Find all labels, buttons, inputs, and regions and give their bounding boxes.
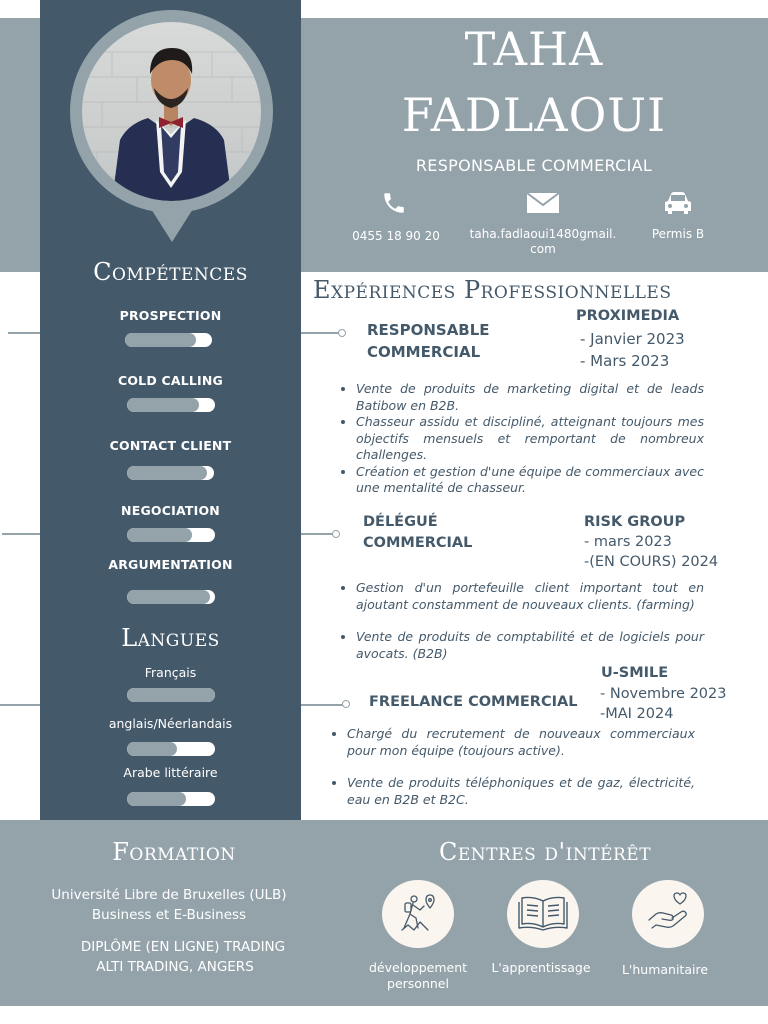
connector-line [0, 704, 40, 706]
job-title-line: COMMERCIAL [367, 343, 481, 361]
driving-licence: Permis B [651, 227, 705, 241]
languages-heading: Langues [121, 624, 220, 652]
timeline-dot [338, 329, 346, 337]
date-start: - mars 2023 [584, 534, 672, 550]
interest-label: personnel [387, 976, 449, 991]
skill-label: ARGUMENTATION [108, 557, 233, 572]
skill-label: CONTACT CLIENT [109, 438, 232, 453]
profile-photo [82, 22, 261, 201]
bullet-item: • Vente de produits de marketing digital et de leads Batibow en B2B. [356, 381, 704, 414]
phone-number: 0455 18 90 20 [352, 229, 440, 243]
company-name: U-SMILE [601, 665, 669, 681]
connector-line [301, 533, 333, 535]
connector-line [8, 332, 40, 334]
language-bar [127, 688, 215, 702]
education-heading: Formation [112, 838, 236, 866]
skill-bar-fill [127, 466, 207, 480]
skill-label: COLD CALLING [117, 373, 224, 388]
skill-bar [127, 466, 214, 480]
interest-label: L'apprentissage [491, 960, 591, 975]
company-name: RISK GROUP [584, 514, 686, 530]
company-name: PROXIMEDIA [576, 308, 680, 324]
job-title-line: FREELANCE COMMERCIAL [369, 694, 578, 710]
last-name: FADLAOUI [401, 88, 667, 142]
language-bar [127, 792, 215, 806]
date-end: -(EN COURS) 2024 [584, 554, 719, 570]
skills-heading: Compétences [93, 258, 248, 286]
phone-icon [380, 190, 410, 218]
job-title-line: COMMERCIAL [363, 535, 473, 551]
job-bullets [331, 726, 695, 808]
timeline-dot [342, 700, 350, 708]
language-bar-fill [127, 688, 215, 702]
date-start: - Novembre 2023 [600, 686, 727, 702]
education-school: DIPLÔME (EN LIGNE) TRADING [80, 939, 286, 955]
skill-label: PROSPECTION [119, 308, 222, 323]
bullet-item: • Création et gestion d'une équipe de commerciaux avec une mentalité de chasseur. [356, 464, 704, 497]
bullet-item: • Chargé du recrutement de nouveaux commerciaux pour mon équipe (toujours active). [347, 726, 695, 759]
skill-bar [127, 398, 215, 412]
bullet-item: • Gestion d'un portefeuille client important tout en ajoutant constamment de nouveaux clients. (farming) [356, 580, 704, 613]
experience-heading: Expériences Professionnelles [313, 276, 672, 304]
connector-line [2, 533, 40, 535]
language-bar [127, 742, 215, 756]
interest-label: développement [368, 960, 468, 975]
job-title-line: DÉLÉGUÉ [363, 514, 438, 530]
language-bar-fill [127, 742, 177, 756]
language-label: Arabe littéraire [123, 765, 218, 780]
interest-badge [507, 880, 579, 948]
skill-bar-fill [127, 590, 210, 604]
interest-label: L'humanitaire [621, 962, 709, 977]
language-label: anglais/Néerlandais [108, 716, 233, 731]
education-school: Université Libre de Bruxelles (ULB) [51, 887, 287, 903]
education-program: ALTI TRADING, ANGERS [96, 959, 254, 975]
bullet-item: • Vente de produits de comptabilité et de logiciels pour avocats. (B2B) [356, 629, 704, 662]
job-title-line: RESPONSABLE [367, 321, 490, 339]
interests-heading: Centres d'intérêt [438, 838, 652, 866]
helping-hand-heart-icon [646, 892, 690, 936]
car-icon [662, 190, 694, 218]
date-end: -MAI 2024 [600, 706, 674, 722]
email-address: taha.fadlaoui1480gmail.com [469, 227, 617, 256]
job-title: RESPONSABLE COMMERCIAL [415, 156, 653, 175]
date-end: - Mars 2023 [580, 352, 670, 370]
language-bar-fill [127, 792, 186, 806]
language-label: Français [144, 665, 197, 680]
job-bullets [340, 381, 704, 497]
first-name: TAHA [464, 22, 604, 76]
hiker-icon [396, 892, 440, 936]
skill-label: NEGOCIATION [121, 503, 220, 518]
education-program: Business et E-Business [91, 907, 247, 923]
timeline-dot [332, 530, 340, 538]
skill-bar [127, 528, 215, 542]
interest-badge [382, 880, 454, 948]
skill-bar-fill [127, 398, 199, 412]
job-bullets [340, 580, 704, 662]
skill-bar-fill [127, 528, 192, 542]
bullet-item: • Vente de produits téléphoniques et de gaz, électricité, eau en B2B et B2C. [347, 775, 695, 808]
interest-badge [632, 880, 704, 948]
skill-bar [127, 590, 215, 604]
date-start: - Janvier 2023 [580, 330, 685, 348]
connector-line [301, 704, 343, 706]
envelope-icon [526, 192, 560, 216]
bullet-item: • Chasseur assidu et discipliné, atteignant toujours mes objectifs mensuels et remportant de nombreux challenges. [356, 414, 704, 464]
skill-bar [125, 333, 212, 347]
open-book-icon [517, 893, 569, 935]
connector-line [301, 332, 339, 334]
skill-bar-fill [125, 333, 196, 347]
